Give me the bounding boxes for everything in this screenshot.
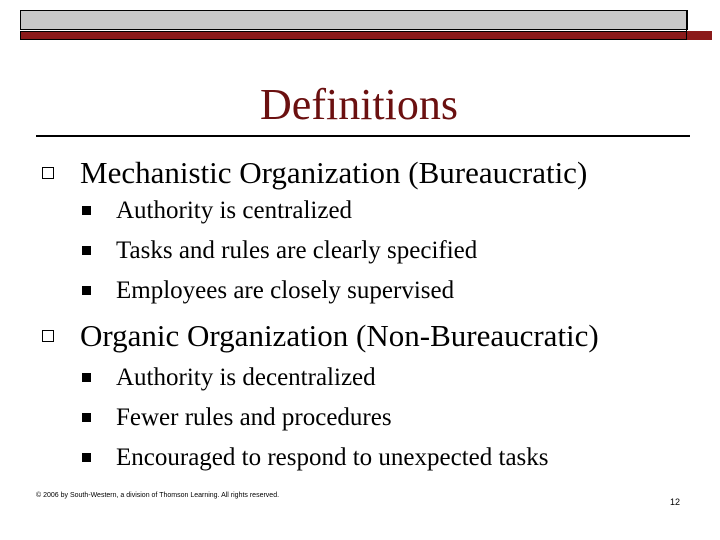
bullet-item — [0, 196, 720, 226]
section-heading-text: Organic Organization (Non-Bureaucratic) — [80, 318, 599, 353]
title-underline — [36, 135, 690, 137]
section-heading-organic — [0, 318, 720, 354]
section-heading-mechanistic — [0, 155, 720, 191]
band-divider — [686, 10, 687, 40]
bullet-text: Fewer rules and procedures — [116, 404, 392, 431]
band-corner-square — [687, 10, 712, 30]
bullet-text: Encouraged to respond to unexpected tasks — [116, 444, 549, 471]
bullet-item — [0, 403, 720, 433]
hollow-square-icon — [42, 167, 54, 179]
bullet-item — [0, 363, 720, 393]
filled-square-icon — [82, 246, 91, 255]
section-heading-text: Mechanistic Organization (Bureaucratic) — [80, 155, 588, 190]
bullet-text: Authority is decentralized — [116, 364, 376, 391]
bullet-text: Authority is centralized — [116, 197, 353, 224]
band-corner-square-bottom — [687, 31, 712, 40]
page-number: 12 — [669, 497, 680, 507]
filled-square-icon — [82, 453, 91, 462]
hollow-square-icon — [42, 330, 54, 342]
copyright-footer: © 2006 by South-Western, a division of Thomson Learning. All rights reserved. — [36, 492, 280, 499]
band-grey-stripe — [20, 10, 712, 30]
bullet-text: Tasks and rules are clearly specified — [116, 237, 478, 264]
bullet-item — [0, 443, 720, 473]
band-maroon-stripe — [20, 31, 712, 40]
filled-square-icon — [82, 206, 91, 215]
bullet-item — [0, 236, 720, 266]
slide-title: Definitions — [260, 80, 458, 129]
bullet-text: Employees are closely supervised — [116, 277, 455, 304]
filled-square-icon — [82, 286, 91, 295]
top-decorative-band — [20, 10, 712, 40]
filled-square-icon — [82, 373, 91, 382]
filled-square-icon — [82, 413, 91, 422]
bullet-item — [0, 276, 720, 306]
